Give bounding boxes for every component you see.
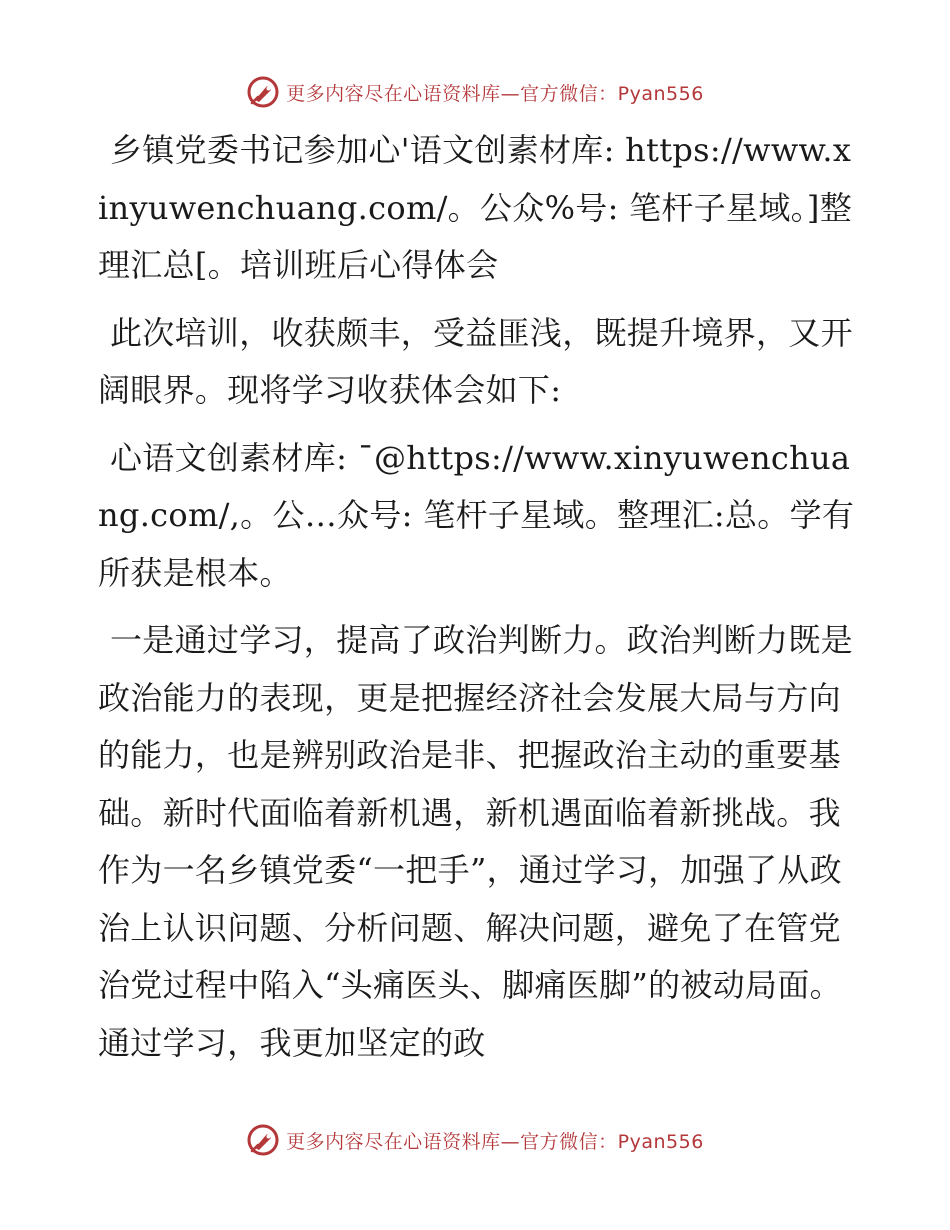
footer-banner bbox=[0, 1120, 950, 1160]
paragraph-point-one: 一是通过学习，提高了政治判断力。政治判断力既是政治能力的表现，更是把握经济社会发展大局与方向的能力，也是辨别政治是非、把握政治主动的重要基础。新时代面临着新机遇，新机遇面临着新挑战。我作为一名乡镇党委“一把手”，通过学习，加强了从政治上认识问题、分析问题、解决问题，避免了在管党治党过程中陷入“头痛医头、脚痛医脚”的被动局面。通过学习，我更加坚定的政 bbox=[98, 621, 853, 1062]
pen-nib-logo-icon bbox=[246, 1123, 280, 1157]
header-banner bbox=[0, 72, 950, 112]
header-banner-text: 更多内容尽在心语资料库—官方微信：Pyan556 bbox=[286, 82, 704, 105]
paragraph-intro: 此次培训，收获颇丰，受益匪浅，既提升境界，又开阔眼界。现将学习收获体会如下: bbox=[98, 313, 853, 409]
footer-banner-text: 更多内容尽在心语资料库—官方微信：Pyan556 bbox=[286, 1130, 704, 1153]
paragraph-section-heading: 心语文创素材库: ¯@https://www.xinyuwenchuang.com/,。公…众号: 笔杆子星域。整理汇:总。学有所获是根本。 bbox=[98, 438, 855, 592]
paragraph-title: 乡镇党委书记参加心'语文创素材库: https://www.xinyuwenchuang.com/。公众%号: 笔杆子星域。]整理汇总[。培训班后心得体会 bbox=[98, 131, 853, 284]
pen-nib-logo-icon bbox=[246, 75, 280, 109]
document-body bbox=[98, 122, 858, 1072]
